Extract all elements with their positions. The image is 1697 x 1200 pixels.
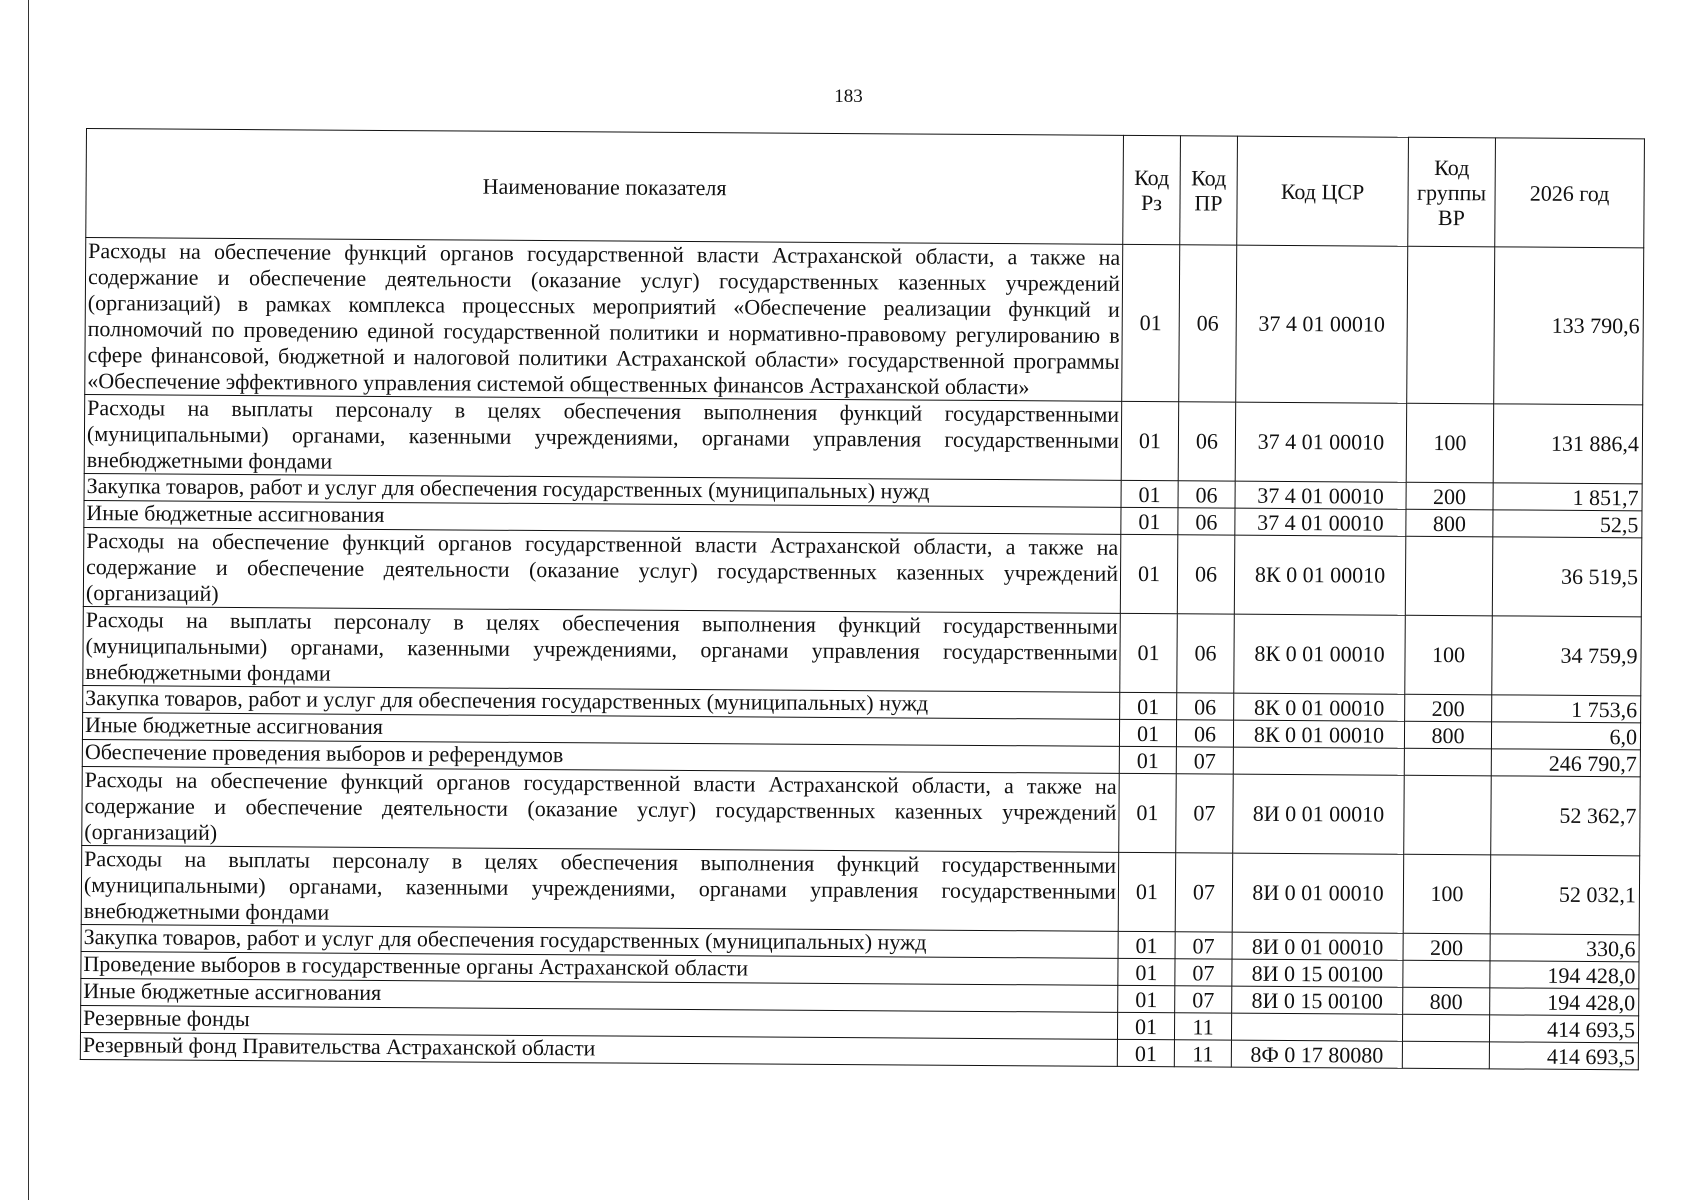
row-rz: 01 xyxy=(1118,958,1175,985)
row-vr xyxy=(1402,1041,1489,1069)
budget-table xyxy=(80,128,1645,1070)
row-vr xyxy=(1407,246,1495,404)
row-rz: 01 xyxy=(1118,985,1175,1012)
row-amount: 131 886,4 xyxy=(1493,404,1643,484)
row-vr xyxy=(1405,536,1493,616)
header-rz: Код Рз xyxy=(1123,135,1181,244)
row-amount: 52 032,1 xyxy=(1490,855,1640,935)
row-vr: 200 xyxy=(1405,694,1492,722)
row-rz: 01 xyxy=(1119,773,1177,852)
row-rz: 01 xyxy=(1117,1039,1174,1066)
row-csr: 8И 0 15 00100 xyxy=(1232,959,1403,987)
row-pr: 06 xyxy=(1178,508,1235,535)
row-vr: 800 xyxy=(1403,987,1490,1015)
header-vr: Код группы ВР xyxy=(1408,137,1496,247)
row-csr: 8К 0 01 00010 xyxy=(1233,720,1404,748)
row-vr xyxy=(1403,960,1490,988)
row-name: Закупка товаров, работ и услуг для обеспечения государственных (муниципальных) нужд xyxy=(84,473,1121,507)
row-csr: 37 4 01 00010 xyxy=(1235,402,1407,482)
row-amount: 1 753,6 xyxy=(1492,695,1641,723)
row-name: Проведение выборов в государственные органы Астраханской области xyxy=(81,951,1118,985)
row-name: Расходы на обеспечение функций органов государственной власти Астраханской области, а также на содержание и обеспечение деятельности (оказание услуг) государственных казенных учреждений (организаций) в рамках комплекса процессных мероприятий «Обеспечение реализации функций и полномочий по проведению единой государственной политики и нормативно-правовому регулированию в сфере финансовой, бюджетной и налоговой политики Астраханской области» государственной программы «Обеспечение эффективного управления системой общественных финансов Астраханской области» xyxy=(85,238,1123,402)
row-rz: 01 xyxy=(1117,1012,1174,1039)
row-csr: 8И 0 15 00100 xyxy=(1232,986,1403,1014)
row-pr: 06 xyxy=(1179,245,1237,402)
row-vr: 800 xyxy=(1406,509,1493,537)
row-name: Резервный фонд Правительства Астраханской области xyxy=(80,1032,1117,1066)
row-pr: 06 xyxy=(1176,720,1233,747)
row-amount: 36 519,5 xyxy=(1492,537,1642,617)
row-vr xyxy=(1404,748,1491,776)
row-rz: 01 xyxy=(1118,931,1175,958)
page-margin-line xyxy=(28,0,29,1200)
row-amount: 330,6 xyxy=(1490,934,1639,962)
row-amount: 1 851,7 xyxy=(1493,483,1642,511)
row-vr: 200 xyxy=(1403,933,1490,961)
row-amount: 194 428,0 xyxy=(1490,988,1639,1016)
table-row xyxy=(83,606,1641,695)
row-pr: 06 xyxy=(1177,614,1235,693)
row-name: Иные бюджетные ассигнования xyxy=(84,500,1121,534)
row-name: Расходы на выплаты персоналу в целях обеспечения выполнения функций государственными (муниципальными) органами, казенными учреждениями, органами управления государственными внебюджетными фондами xyxy=(81,845,1119,931)
row-amount: 133 790,6 xyxy=(1494,247,1644,405)
row-name: Резервные фонды xyxy=(81,1005,1118,1039)
row-csr xyxy=(1233,747,1404,775)
row-vr xyxy=(1402,1014,1489,1042)
row-name: Расходы на обеспечение функций органов государственной власти Астраханской области, а также на содержание и обеспечение деятельности (оказание услуг) государственных казенных учреждений (организаций) xyxy=(82,766,1120,852)
row-csr: 37 4 01 00010 xyxy=(1236,245,1408,403)
row-pr: 07 xyxy=(1175,959,1232,986)
row-pr: 07 xyxy=(1175,932,1232,959)
row-pr: 11 xyxy=(1174,1040,1231,1067)
row-name: Расходы на выплаты персоналу в целях обеспечения выполнения функций государственными (муниципальными) органами, казенными учреждениями, органами управления государственными внебюджетными фондами xyxy=(83,606,1121,692)
row-csr: 8К 0 01 00010 xyxy=(1234,614,1406,694)
row-rz: 01 xyxy=(1121,480,1178,507)
row-amount: 414 693,5 xyxy=(1489,1042,1638,1070)
row-pr: 07 xyxy=(1175,853,1233,932)
row-name: Иные бюджетные ассигнования xyxy=(82,712,1119,746)
header-csr: Код ЦСР xyxy=(1237,136,1409,246)
row-rz: 01 xyxy=(1122,244,1180,401)
row-name: Иные бюджетные ассигнования xyxy=(81,978,1118,1012)
row-pr: 07 xyxy=(1176,774,1234,853)
row-amount: 34 759,9 xyxy=(1492,616,1642,696)
row-amount: 52 362,7 xyxy=(1491,776,1641,856)
header-pr: Код ПР xyxy=(1180,136,1238,245)
table-row xyxy=(84,394,1642,483)
row-vr xyxy=(1404,775,1492,855)
row-rz: 01 xyxy=(1120,534,1178,613)
row-csr: 37 4 01 00010 xyxy=(1235,481,1406,509)
row-pr: 07 xyxy=(1175,986,1232,1013)
row-vr: 100 xyxy=(1406,403,1494,483)
row-amount: 414 693,5 xyxy=(1489,1015,1638,1043)
row-pr: 07 xyxy=(1176,747,1233,774)
row-csr: 8И 0 01 00010 xyxy=(1232,932,1403,960)
row-name: Закупка товаров, работ и услуг для обеспечения государственных (муниципальных) нужд xyxy=(81,924,1118,958)
table-row xyxy=(82,766,1640,855)
header-name: Наименование показателя xyxy=(86,129,1124,245)
row-csr: 8К 0 01 00010 xyxy=(1234,535,1406,615)
row-pr: 06 xyxy=(1177,535,1235,614)
table-header-row xyxy=(86,129,1645,248)
row-rz: 01 xyxy=(1119,746,1176,773)
row-csr: 8И 0 01 00010 xyxy=(1232,853,1404,933)
row-rz: 01 xyxy=(1121,507,1178,534)
row-rz: 01 xyxy=(1118,852,1176,931)
table-row xyxy=(81,845,1639,934)
row-pr: 06 xyxy=(1177,693,1234,720)
row-rz: 01 xyxy=(1120,692,1177,719)
row-csr xyxy=(1231,1013,1402,1041)
row-name: Расходы на обеспечение функций органов государственной власти Астраханской области, а также на содержание и обеспечение деятельности (оказание услуг) государственных казенных учреждений (организаций) xyxy=(83,527,1121,613)
table-row xyxy=(85,238,1644,405)
row-vr: 100 xyxy=(1405,615,1493,695)
budget-table-wrapper xyxy=(80,128,1644,1070)
row-name: Обеспечение проведения выборов и референдумов xyxy=(82,739,1119,773)
row-name: Расходы на выплаты персоналу в целях обеспечения выполнения функций государственными (муниципальными) органами, казенными учреждениями, органами управления государственными внебюджетными фондами xyxy=(84,394,1122,480)
row-csr: 37 4 01 00010 xyxy=(1235,508,1406,536)
row-vr: 100 xyxy=(1403,854,1491,934)
row-csr: 8Ф 0 17 80080 xyxy=(1231,1040,1402,1068)
row-csr: 8И 0 01 00010 xyxy=(1233,774,1405,854)
row-rz: 01 xyxy=(1120,613,1178,692)
header-year: 2026 год xyxy=(1495,138,1645,248)
row-pr: 06 xyxy=(1178,481,1235,508)
row-vr: 200 xyxy=(1406,482,1493,510)
row-pr: 11 xyxy=(1174,1013,1231,1040)
row-amount: 6,0 xyxy=(1491,722,1640,750)
row-csr: 8К 0 01 00010 xyxy=(1234,693,1405,721)
row-rz: 01 xyxy=(1121,401,1179,480)
table-row xyxy=(83,527,1641,616)
row-amount: 52,5 xyxy=(1493,510,1642,538)
row-amount: 194 428,0 xyxy=(1490,961,1639,989)
row-pr: 06 xyxy=(1178,402,1236,481)
row-amount: 246 790,7 xyxy=(1491,749,1640,777)
page-number: 183 xyxy=(834,86,863,107)
row-vr: 800 xyxy=(1404,721,1491,749)
row-name: Закупка товаров, работ и услуг для обеспечения государственных (муниципальных) нужд xyxy=(83,685,1120,719)
row-rz: 01 xyxy=(1119,719,1176,746)
